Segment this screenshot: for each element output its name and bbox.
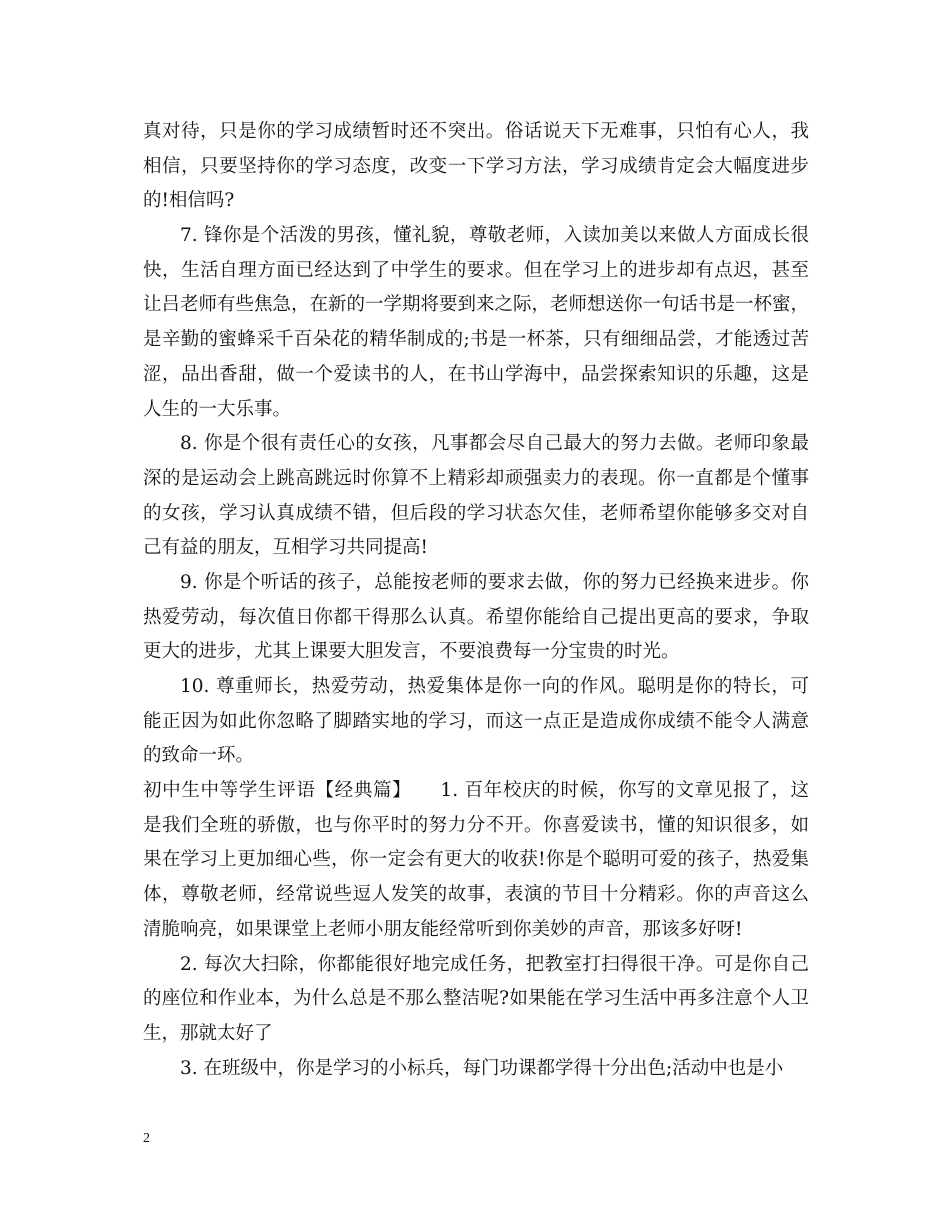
text-line: 深的是运动会上跳高跳远时你算不上精彩却顽强卖力的表现。你一直都是个懂事 bbox=[143, 467, 809, 489]
paragraph-p-10 bbox=[143, 670, 809, 774]
paragraph-p-7 bbox=[143, 219, 809, 427]
text-line: 己有益的朋友，互相学习共同提高! bbox=[143, 537, 428, 559]
paragraph-p-continued bbox=[143, 115, 809, 219]
text-line: 2. 每次大扫除，你都能很好地完成任务，把教室打扫得很干净。可是你自己 bbox=[180, 953, 809, 975]
text-line: 更大的进步，尤其上课要大胆发言，不要浪费每一分宝贵的时光。 bbox=[143, 641, 680, 663]
text-line: 让吕老师有些焦急，在新的一学期将要到来之际，老师想送你一句话书是一杯蜜， bbox=[143, 294, 809, 316]
text-line: 3. 在班级中，你是学习的小标兵，每门功课都学得十分出色;活动中也是小 bbox=[180, 1057, 784, 1079]
paragraph-p-8 bbox=[143, 427, 809, 566]
paragraph-p-9 bbox=[143, 566, 809, 670]
text-line: 热爱劳动，每次值日你都干得那么认真。希望你能给自己提出更高的要求，争取 bbox=[143, 606, 809, 628]
text-line: 的致命一环。 bbox=[143, 745, 255, 767]
paragraph-p-heading-1 bbox=[143, 774, 809, 947]
document-body bbox=[143, 115, 809, 1086]
text-line: 是我们全班的骄傲，也与你平时的努力分不开。你喜爱读书，懂的知识很多，如 bbox=[143, 814, 809, 836]
text-line: 真对待，只是你的学习成绩暂时还不突出。俗话说天下无难事，只怕有心人，我 bbox=[143, 121, 809, 142]
text-line: 9. 你是个听话的孩子，总能按老师的要求去做，你的努力已经换来进步。你 bbox=[180, 571, 809, 593]
text-line: 初中生中等学生评语【经典篇】 1. 百年校庆的时候，你写的文章见报了，这 bbox=[143, 780, 809, 802]
text-line: 体，尊敬老师，经常说些逗人发笑的故事，表演的节目十分精彩。你的声音这么 bbox=[143, 884, 809, 906]
text-line: 快，生活自理方面已经达到了中学生的要求。但在学习上的进步却有点迟，甚至 bbox=[143, 259, 809, 281]
text-line: 的座位和作业本，为什么总是不那么整洁呢?如果能在学习生活中再多注意个人卫 bbox=[143, 988, 809, 1010]
text-line: 的女孩，学习认真成绩不错，但后段的学习状态欠佳，老师希望你能够多交对自 bbox=[143, 502, 809, 524]
text-line: 7. 锋你是个活泼的男孩，懂礼貌，尊敬老师，入读加美以来做人方面成长很 bbox=[180, 225, 809, 247]
text-line: 果在学习上更加细心些，你一定会有更大的收获!你是个聪明可爱的孩子，热爱集 bbox=[143, 849, 809, 871]
text-line: 8. 你是个很有责任心的女孩，凡事都会尽自己最大的努力去做。老师印象最 bbox=[180, 433, 809, 455]
page-number: 2 bbox=[143, 1131, 150, 1146]
text-line: 涩，品出香甜，做一个爱读书的人，在书山学海中，品尝探索知识的乐趣，这是 bbox=[143, 363, 809, 385]
paragraph-p-3 bbox=[143, 1052, 809, 1087]
text-line: 人生的一大乐事。 bbox=[143, 398, 292, 420]
text-line: 能正因为如此你忽略了脚踏实地的学习，而这一点正是造成你成绩不能令人满意 bbox=[143, 710, 809, 732]
text-line: 相信，只要坚持你的学习态度，改变一下学习方法，学习成绩肯定会大幅度进步 bbox=[143, 155, 809, 177]
text-line: 清脆响亮，如果课堂上老师小朋友能经常听到你美妙的声音，那该多好呀! bbox=[143, 918, 743, 940]
text-line: 的!相信吗? bbox=[143, 190, 235, 212]
text-line: 是辛勤的蜜蜂采千百朵花的精华制成的;书是一杯茶，只有细细品尝，才能透过苦 bbox=[143, 329, 809, 351]
text-line: 10. 尊重师长，热爱劳动，热爱集体是你一向的作风。聪明是你的特长，可 bbox=[180, 676, 809, 697]
paragraph-p-2 bbox=[143, 948, 809, 1052]
text-line: 生，那就太好了 bbox=[143, 1022, 273, 1044]
